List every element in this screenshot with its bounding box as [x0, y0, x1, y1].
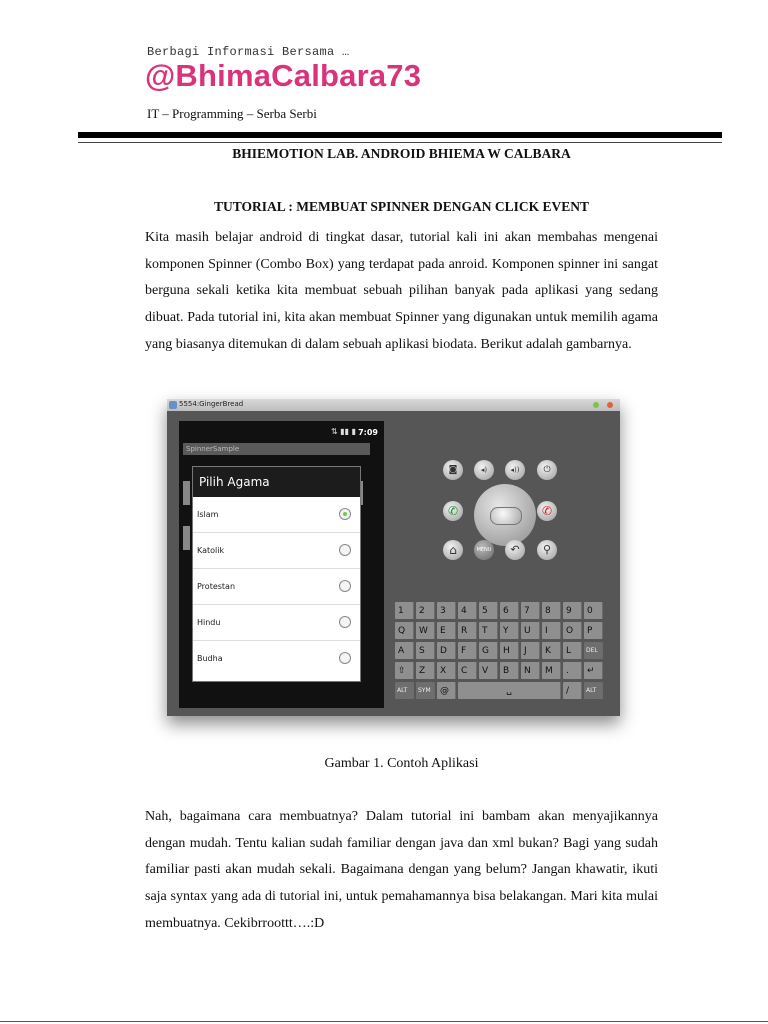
- key-d[interactable]: D: [437, 642, 456, 659]
- key-7[interactable]: 7: [521, 602, 540, 619]
- header-divider-thick: [78, 132, 722, 138]
- key-b[interactable]: B: [500, 662, 519, 679]
- key-alt-left[interactable]: ALT: [395, 682, 414, 699]
- call-icon[interactable]: ✆: [443, 501, 463, 521]
- key-n[interactable]: N: [521, 662, 540, 679]
- dpad-center-button[interactable]: [490, 507, 522, 525]
- key-5[interactable]: 5: [479, 602, 498, 619]
- key-1[interactable]: 1: [395, 602, 414, 619]
- key-i[interactable]: I: [542, 622, 561, 639]
- key-delete[interactable]: DEL: [584, 642, 603, 659]
- keyboard-row-3: [395, 642, 606, 660]
- keyboard-row-1: [395, 602, 606, 620]
- hardware-keyboard: [395, 602, 606, 706]
- key-c[interactable]: C: [458, 662, 477, 679]
- enter-icon[interactable]: ↵: [584, 662, 603, 679]
- key-9[interactable]: 9: [563, 602, 582, 619]
- radio-icon[interactable]: [339, 616, 351, 628]
- key-space[interactable]: ␣: [458, 682, 561, 699]
- emulator-window-title: 5554:GingerBread: [179, 400, 244, 408]
- emulator-app-icon: [169, 401, 177, 409]
- key-z[interactable]: Z: [416, 662, 435, 679]
- key-0[interactable]: 0: [584, 602, 603, 619]
- key-t[interactable]: T: [479, 622, 498, 639]
- minimize-icon[interactable]: [593, 402, 599, 408]
- header-subtitle: IT – Programming – Serba Serbi: [147, 106, 317, 121]
- status-bar: [179, 421, 384, 441]
- key-q[interactable]: Q: [395, 622, 414, 639]
- figure-caption: Gambar 1. Contoh Aplikasi: [324, 756, 479, 771]
- key-6[interactable]: 6: [500, 602, 519, 619]
- dpad[interactable]: [474, 484, 536, 546]
- key-p[interactable]: P: [584, 622, 603, 639]
- spinner-edge-left-2: [183, 526, 190, 550]
- header-brand: @BhimaCalbara73: [145, 58, 422, 93]
- volume-up-icon[interactable]: ◂)): [505, 460, 525, 480]
- key-x[interactable]: X: [437, 662, 456, 679]
- radio-icon[interactable]: [339, 652, 351, 664]
- home-icon[interactable]: ⌂: [443, 540, 463, 560]
- key-h[interactable]: H: [500, 642, 519, 659]
- key-at[interactable]: @: [437, 682, 456, 699]
- search-icon[interactable]: ⚲: [537, 540, 557, 560]
- shift-icon[interactable]: ⇧: [395, 662, 414, 679]
- key-o[interactable]: O: [563, 622, 582, 639]
- emulator-window-titlebar: [167, 399, 620, 411]
- key-j[interactable]: J: [521, 642, 540, 659]
- option-hindu[interactable]: [193, 605, 360, 641]
- power-icon[interactable]: ⏻: [537, 460, 557, 480]
- header-tagline: Berbagi Informasi Bersama …: [147, 45, 350, 59]
- footer-divider: [0, 1021, 768, 1022]
- option-label: Protestan: [197, 582, 236, 591]
- key-3[interactable]: 3: [437, 602, 456, 619]
- key-a[interactable]: A: [395, 642, 414, 659]
- key-v[interactable]: V: [479, 662, 498, 679]
- key-g[interactable]: G: [479, 642, 498, 659]
- key-k[interactable]: K: [542, 642, 561, 659]
- key-alt-right[interactable]: ALT: [584, 682, 603, 699]
- option-label: Islam: [197, 510, 219, 519]
- option-label: Katolik: [197, 546, 225, 555]
- tutorial-title: TUTORIAL : MEMBUAT SPINNER DENGAN CLICK EVENT: [213, 199, 590, 214]
- dialog-title: Pilih Agama: [193, 467, 360, 497]
- phone-screen: [179, 421, 384, 708]
- radio-icon[interactable]: [339, 544, 351, 556]
- radio-selected-icon[interactable]: [339, 508, 351, 520]
- key-4[interactable]: 4: [458, 602, 477, 619]
- key-2[interactable]: 2: [416, 602, 435, 619]
- key-8[interactable]: 8: [542, 602, 561, 619]
- key-sym[interactable]: SYM: [416, 682, 435, 699]
- end-call-icon[interactable]: ✆: [537, 501, 557, 521]
- key-y[interactable]: Y: [500, 622, 519, 639]
- radio-icon[interactable]: [339, 580, 351, 592]
- menu-button[interactable]: MENU: [474, 540, 494, 560]
- lab-title: BHIEMOTION LAB. ANDROID BHIEMA W CALBARA: [232, 146, 571, 161]
- option-budha[interactable]: [193, 641, 360, 677]
- key-r[interactable]: R: [458, 622, 477, 639]
- option-label: Hindu: [197, 618, 221, 627]
- back-icon[interactable]: ↶: [505, 540, 525, 560]
- body-paragraph: Nah, bagaimana cara membuatnya? Dalam tutorial ini bambam akan menyajikannya dengan mudah. Tentu kalian sudah familiar dengan java dan xml bukan? Bagi yang sudah familiar pasti akan mudah sekali. Bagaimana dengan yang belum? Jangan khawatir, ikuti saja syntax yang ada di tutorial ini, untuk pemahamannya bisa belakangan. Mari kita mulai membuatnya. Cekibrroottt….:D: [145, 809, 658, 931]
- key-period[interactable]: .: [563, 662, 582, 679]
- key-l[interactable]: L: [563, 642, 582, 659]
- key-u[interactable]: U: [521, 622, 540, 639]
- keyboard-row-2: [395, 622, 606, 640]
- spinner-dialog: [192, 466, 361, 682]
- camera-icon[interactable]: ◙: [443, 460, 463, 480]
- header-divider-thin: [78, 142, 722, 143]
- option-islam[interactable]: [193, 497, 360, 533]
- spinner-edge-left: [183, 481, 190, 505]
- key-m[interactable]: M: [542, 662, 561, 679]
- option-protestan[interactable]: [193, 569, 360, 605]
- keyboard-row-4: [395, 662, 606, 680]
- key-slash[interactable]: /: [563, 682, 582, 699]
- option-label: Budha: [197, 654, 223, 663]
- key-f[interactable]: F: [458, 642, 477, 659]
- app-title-bar: SpinnerSample: [183, 443, 370, 455]
- key-s[interactable]: S: [416, 642, 435, 659]
- keyboard-row-5: [395, 682, 606, 700]
- option-katolik[interactable]: [193, 533, 360, 569]
- key-e[interactable]: E: [437, 622, 456, 639]
- key-w[interactable]: W: [416, 622, 435, 639]
- close-icon[interactable]: [607, 402, 613, 408]
- emulator-screenshot: [167, 399, 620, 716]
- intro-paragraph: Kita masih belajar android di tingkat dasar, tutorial kali ini akan membahas mengenai komponen Spinner (Combo Box) yang terdapat pada anroid. Komponen spinner ini sangat berguna sekali ketika kita membuat sebuah pilihan banyak pada aplikasi yang sedang dibuat. Pada tutorial ini, kita akan membuat Spinner yang digunakan untuk memilih agama yang biasanya ditemukan di dalam sebuah aplikasi biodata. Berikut adalah gambarnya.: [145, 230, 658, 352]
- volume-down-icon[interactable]: ◂): [474, 460, 494, 480]
- status-icons: ⇅ ▮▮ ▮: [331, 427, 356, 436]
- status-time: 7:09: [358, 428, 378, 437]
